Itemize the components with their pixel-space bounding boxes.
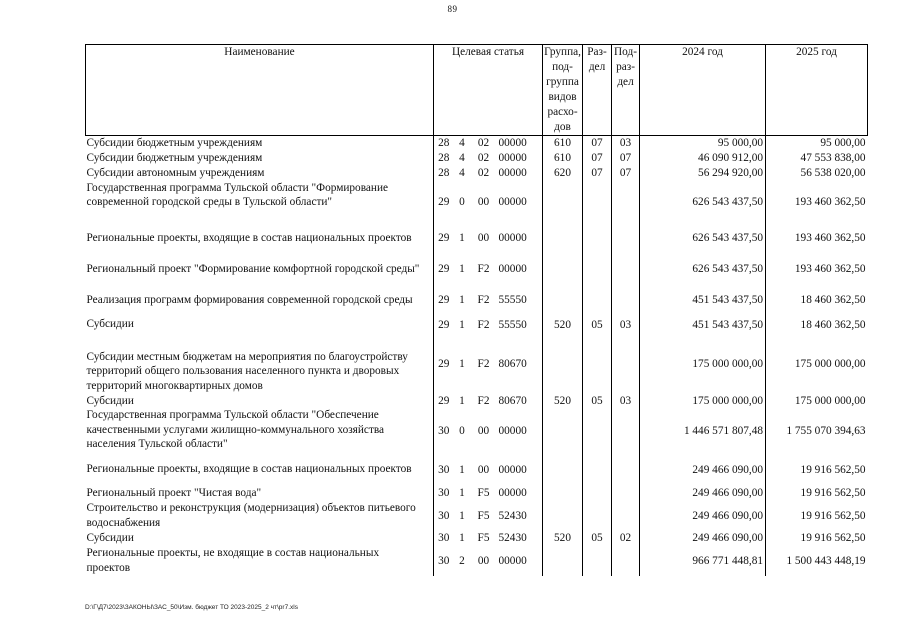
table-row xyxy=(86,254,868,285)
cell-sec xyxy=(583,546,612,575)
page-number: 89 xyxy=(447,4,458,14)
cell-sec xyxy=(583,181,612,223)
table-body xyxy=(86,136,868,576)
cell-c3: 02 xyxy=(477,152,490,165)
cell-name: Региональные проекты, входящие в состав национальных проектов xyxy=(86,231,412,244)
cell-grp xyxy=(543,454,583,485)
cell-y2024: 249 466 090,00 xyxy=(640,501,766,530)
cell-c1: 28 xyxy=(434,151,454,166)
cell-y2025: 19 916 562,50 xyxy=(766,485,868,501)
cell-c2: 4 xyxy=(459,167,465,180)
table-row xyxy=(86,151,868,166)
cell-c3: 00 xyxy=(477,232,490,245)
cell-sub xyxy=(612,181,640,223)
cell-name: Реализация программ формирования современной городской среды xyxy=(86,293,413,306)
cell-c3: 00 xyxy=(477,425,490,438)
cell-y2025: 95 000,00 xyxy=(766,136,868,151)
cell-c4: 55550 xyxy=(498,294,527,307)
cell-c3: 00 xyxy=(477,195,490,208)
cell-sec xyxy=(583,254,612,285)
cell-c1: 29 xyxy=(434,394,454,409)
cell-c2: 0 xyxy=(459,195,465,208)
cell-y2025: 1 755 070 394,63 xyxy=(766,408,868,454)
cell-sub: 03 xyxy=(612,394,640,409)
cell-y2025: 19 916 562,50 xyxy=(766,501,868,530)
cell-grp: 520 xyxy=(543,316,583,334)
cell-c3: F2 xyxy=(477,318,490,331)
cell-name: Региональные проекты, не входящие в состав национальных проектов xyxy=(86,547,380,574)
cell-name: Субсидии xyxy=(86,532,134,545)
cell-sec: 07 xyxy=(583,136,612,151)
cell-grp xyxy=(543,408,583,454)
cell-c4: 00000 xyxy=(498,463,527,476)
cell-c1: 30 xyxy=(434,485,454,501)
header-subsection: Под-раз-дел xyxy=(612,45,640,136)
header-target-article: Целевая статья xyxy=(434,45,543,136)
cell-c2: 1 xyxy=(459,318,465,331)
cell-y2025: 175 000 000,00 xyxy=(766,334,868,394)
cell-y2024: 451 543 437,50 xyxy=(640,285,766,316)
table-row xyxy=(86,334,868,394)
cell-sub xyxy=(612,334,640,394)
cell-c3: F5 xyxy=(477,487,490,500)
cell-name: Субсидии местным бюджетам на мероприятия по благоустройству территорий общего пользования населенного пункта и дворовых территорий многоквартирных домов xyxy=(86,350,408,392)
cell-c2: 1 xyxy=(459,232,465,245)
header-2024: 2024 год xyxy=(640,45,766,136)
cell-grp: 610 xyxy=(543,136,583,151)
cell-c3: 02 xyxy=(477,137,490,150)
cell-c2: 1 xyxy=(459,394,465,407)
cell-name: Региональные проекты, входящие в состав национальных проектов xyxy=(86,463,412,476)
cell-c1: 30 xyxy=(434,501,454,530)
cell-c4: 00000 xyxy=(498,263,527,276)
cell-c4: 00000 xyxy=(498,167,527,180)
header-name: Наименование xyxy=(86,45,434,136)
table-row xyxy=(86,285,868,316)
cell-sec: 05 xyxy=(583,394,612,409)
cell-sub: 07 xyxy=(612,151,640,166)
cell-c2: 0 xyxy=(459,425,465,438)
cell-sub xyxy=(612,223,640,254)
table-row xyxy=(86,530,868,546)
cell-sec xyxy=(583,454,612,485)
cell-sec xyxy=(583,485,612,501)
table-row xyxy=(86,485,868,501)
cell-y2025: 19 916 562,50 xyxy=(766,454,868,485)
cell-grp: 520 xyxy=(543,530,583,546)
cell-sub: 03 xyxy=(612,136,640,151)
cell-grp xyxy=(543,334,583,394)
cell-sec: 05 xyxy=(583,316,612,334)
cell-c2: 1 xyxy=(459,463,465,476)
cell-c1: 28 xyxy=(434,136,454,151)
cell-sec xyxy=(583,408,612,454)
cell-c1: 29 xyxy=(434,316,454,334)
cell-c4: 00000 xyxy=(498,232,527,245)
table-row xyxy=(86,136,868,151)
cell-c4: 00000 xyxy=(498,487,527,500)
cell-name: Государственная программа Тульской области "Формирование современной городской среды в Тульской области" xyxy=(86,181,389,209)
cell-c4: 00000 xyxy=(498,137,527,150)
cell-c4: 55550 xyxy=(498,318,527,331)
cell-c3: F2 xyxy=(477,263,490,276)
cell-c2: 1 xyxy=(459,509,465,522)
cell-c4: 00000 xyxy=(498,152,527,165)
cell-sec: 05 xyxy=(583,530,612,546)
cell-y2024: 626 543 437,50 xyxy=(640,223,766,254)
cell-y2025: 18 460 362,50 xyxy=(766,316,868,334)
cell-grp xyxy=(543,223,583,254)
cell-c4: 00000 xyxy=(498,554,527,567)
cell-grp xyxy=(543,254,583,285)
cell-name: Строительство и реконструкция (модернизация) объектов питьевого водоснабжения xyxy=(86,502,416,529)
cell-c3: F5 xyxy=(477,509,490,522)
cell-grp: 620 xyxy=(543,166,583,181)
cell-c4: 80670 xyxy=(498,357,527,370)
cell-c3: F2 xyxy=(477,294,490,307)
cell-y2025: 19 916 562,50 xyxy=(766,530,868,546)
cell-y2024: 249 466 090,00 xyxy=(640,485,766,501)
cell-c4: 80670 xyxy=(498,394,527,407)
cell-grp: 610 xyxy=(543,151,583,166)
cell-name: Субсидии бюджетным учреждениям xyxy=(86,137,263,149)
cell-y2024: 966 771 448,81 xyxy=(640,546,766,575)
cell-y2024: 175 000 000,00 xyxy=(640,334,766,394)
cell-c1: 29 xyxy=(434,254,454,285)
table-row xyxy=(86,181,868,223)
cell-sub xyxy=(612,546,640,575)
cell-c3: 00 xyxy=(477,554,490,567)
cell-y2024: 626 543 437,50 xyxy=(640,254,766,285)
table-row xyxy=(86,501,868,530)
cell-c2: 4 xyxy=(459,152,465,165)
header-row xyxy=(86,45,868,136)
cell-sub xyxy=(612,408,640,454)
cell-c4: 52430 xyxy=(498,532,527,545)
cell-c3: F5 xyxy=(477,532,490,545)
cell-y2025: 47 553 838,00 xyxy=(766,151,868,166)
cell-y2024: 46 090 912,00 xyxy=(640,151,766,166)
cell-sec xyxy=(583,223,612,254)
cell-y2024: 451 543 437,50 xyxy=(640,316,766,334)
cell-sec xyxy=(583,334,612,394)
table-row xyxy=(86,166,868,181)
table-row xyxy=(86,546,868,575)
cell-c1: 29 xyxy=(434,285,454,316)
cell-sub xyxy=(612,285,640,316)
cell-y2025: 193 460 362,50 xyxy=(766,223,868,254)
cell-c3: F2 xyxy=(477,357,490,370)
cell-sec xyxy=(583,501,612,530)
cell-y2025: 56 538 020,00 xyxy=(766,166,868,181)
cell-name: Региональный проект "Чистая вода" xyxy=(86,486,262,499)
cell-y2024: 249 466 090,00 xyxy=(640,530,766,546)
header-2025: 2025 год xyxy=(766,45,868,136)
cell-grp xyxy=(543,285,583,316)
cell-y2025: 18 460 362,50 xyxy=(766,285,868,316)
table-row xyxy=(86,223,868,254)
cell-c3: 00 xyxy=(477,463,490,476)
cell-c1: 30 xyxy=(434,530,454,546)
cell-c2: 1 xyxy=(459,294,465,307)
cell-y2024: 95 000,00 xyxy=(640,136,766,151)
cell-grp xyxy=(543,501,583,530)
cell-y2024: 1 446 571 807,48 xyxy=(640,408,766,454)
cell-grp: 520 xyxy=(543,394,583,409)
cell-sec xyxy=(583,285,612,316)
cell-c1: 29 xyxy=(434,223,454,254)
cell-y2024: 626 543 437,50 xyxy=(640,181,766,223)
cell-name: Государственная программа Тульской области "Обеспечение качественными услугами жилищно-коммунального хозяйства населения Тульской области" xyxy=(86,409,385,451)
header-group: Группа, под-группа видов расхо-дов xyxy=(543,45,583,136)
cell-name: Субсидии бюджетным учреждениям xyxy=(86,151,263,164)
cell-c1: 30 xyxy=(434,408,454,454)
cell-c1: 29 xyxy=(434,181,454,223)
table-row xyxy=(86,316,868,334)
table-row xyxy=(86,454,868,485)
cell-y2024: 56 294 920,00 xyxy=(640,166,766,181)
cell-c2: 1 xyxy=(459,263,465,276)
cell-c2: 2 xyxy=(459,554,465,567)
cell-c4: 52430 xyxy=(498,509,527,522)
cell-sub xyxy=(612,454,640,485)
cell-grp xyxy=(543,485,583,501)
cell-y2025: 1 500 443 448,19 xyxy=(766,546,868,575)
cell-c3: 02 xyxy=(477,167,490,180)
cell-c1: 29 xyxy=(434,334,454,394)
cell-sub: 02 xyxy=(612,530,640,546)
cell-sub xyxy=(612,501,640,530)
cell-y2024: 175 000 000,00 xyxy=(640,394,766,409)
cell-c2: 4 xyxy=(459,137,465,150)
budget-table xyxy=(85,44,868,576)
cell-name: Региональный проект "Формирование комфортной городской среды" xyxy=(86,262,420,275)
cell-c1: 30 xyxy=(434,454,454,485)
cell-c2: 1 xyxy=(459,532,465,545)
cell-sub xyxy=(612,254,640,285)
cell-c1: 30 xyxy=(434,546,454,575)
cell-y2024: 249 466 090,00 xyxy=(640,454,766,485)
header-section: Раз-дел xyxy=(583,45,612,136)
cell-name: Субсидии автономным учреждениям xyxy=(86,166,265,179)
cell-sub xyxy=(612,485,640,501)
cell-c1: 28 xyxy=(434,166,454,181)
cell-c3: F2 xyxy=(477,394,490,407)
cell-grp xyxy=(543,546,583,575)
cell-grp xyxy=(543,181,583,223)
cell-name: Субсидии xyxy=(86,394,134,407)
cell-y2025: 193 460 362,50 xyxy=(766,254,868,285)
cell-sec: 07 xyxy=(583,166,612,181)
cell-y2025: 193 460 362,50 xyxy=(766,181,868,223)
cell-name: Субсидии xyxy=(86,318,134,331)
cell-c4: 00000 xyxy=(498,425,527,438)
cell-c2: 1 xyxy=(459,357,465,370)
table-row xyxy=(86,394,868,409)
cell-c2: 1 xyxy=(459,487,465,500)
table-row xyxy=(86,408,868,454)
cell-sub: 07 xyxy=(612,166,640,181)
file-path-footer: D:\Г\Д7\2023\ЗАКОНЫ\ЗАС_50\Изм. бюджет ТО 2023-2025_2 чт\pr7.xls xyxy=(85,604,298,611)
cell-sec: 07 xyxy=(583,151,612,166)
cell-c4: 00000 xyxy=(498,195,527,208)
cell-y2025: 175 000 000,00 xyxy=(766,394,868,409)
cell-sub: 03 xyxy=(612,316,640,334)
